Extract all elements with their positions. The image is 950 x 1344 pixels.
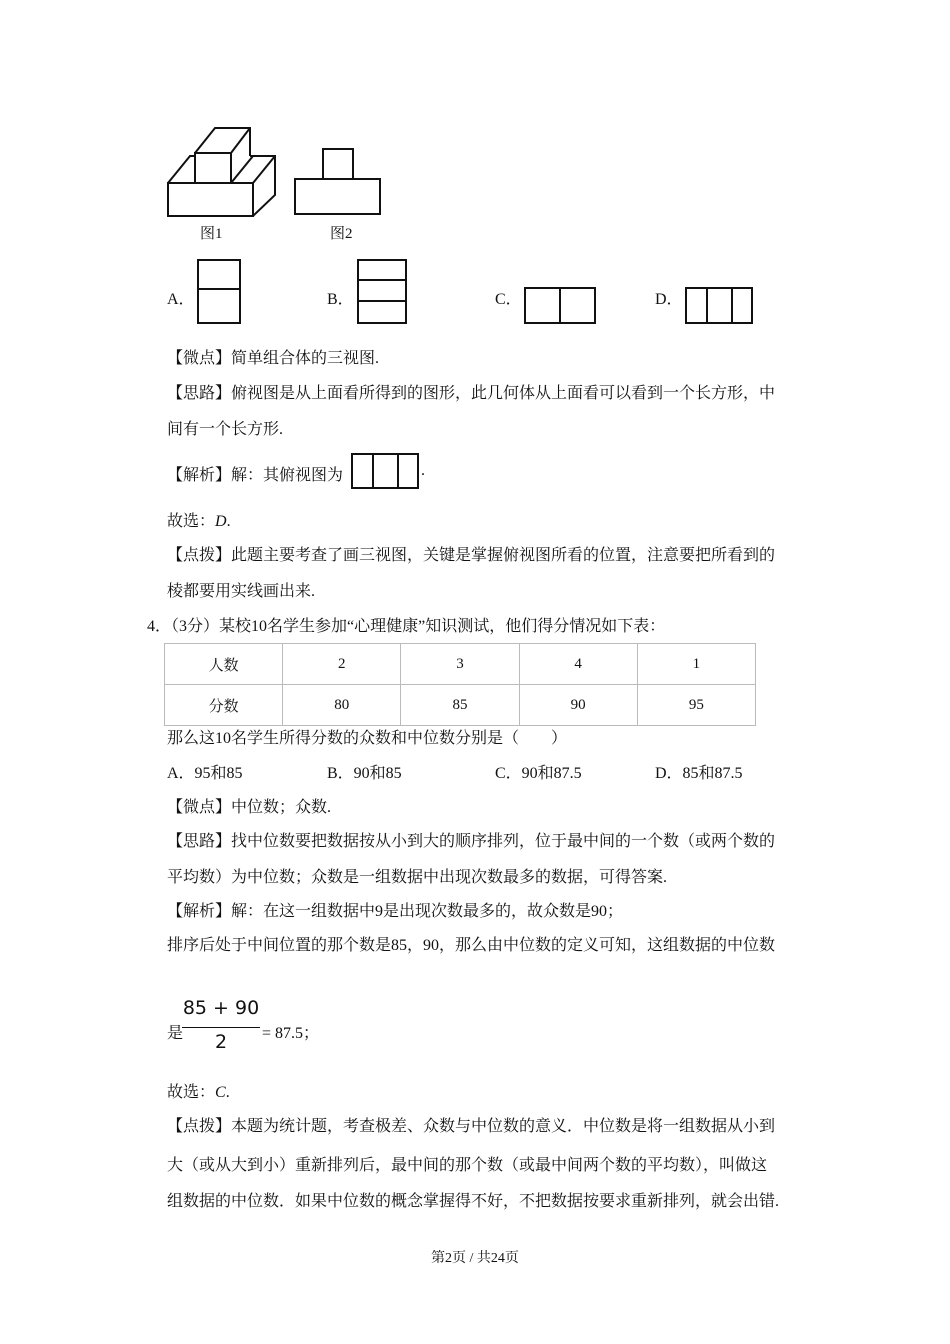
score-table bbox=[164, 643, 756, 726]
q4-dianbo-line-2: 大（或从大到小）重新排列后，最中间的那个数（或最中间两个数的平均数），叫做这 bbox=[167, 1157, 768, 1174]
option-d-figure bbox=[684, 286, 754, 326]
q3-answer-prefix: 故选： bbox=[167, 513, 216, 530]
table-row bbox=[165, 685, 756, 726]
option-c-figure bbox=[523, 286, 597, 326]
table-cell: 80 bbox=[283, 685, 401, 726]
q3-jiexi-prefix: 【解析】解：其俯视图为 bbox=[167, 467, 344, 484]
q4-weidian: 【微点】中位数；众数. bbox=[167, 799, 332, 816]
option-b-figure bbox=[356, 258, 408, 325]
q4-frac-denominator: 2 bbox=[214, 1031, 228, 1053]
option-b-letter: B． bbox=[327, 291, 354, 308]
figure-1-label: 图1 bbox=[200, 226, 223, 242]
option-a-figure bbox=[196, 258, 242, 325]
q3-answer-suffix: . bbox=[226, 513, 231, 530]
table-cell: 人数 bbox=[165, 644, 283, 685]
q3-dianbo-line-1: 【点拨】此题主要考查了画三视图，关键是掌握俯视图所看的位置，注意要把所看到的 bbox=[167, 547, 776, 564]
figure-1-solid bbox=[160, 120, 285, 222]
q4-dianbo-line-3: 组数据的中位数．如果中位数的概念掌握得不好，不把数据按要求重新排列，就会出错. bbox=[167, 1193, 780, 1210]
q4-jiexi-line-1: 【解析】解：在这一组数据中9是出现次数最多的，故众数是90； bbox=[167, 903, 624, 920]
q3-jiexi-suffix: . bbox=[421, 462, 425, 479]
q4-stem: 4．（3分）某校10名学生参加“心理健康”知识测试，他们得分情况如下表： bbox=[147, 618, 666, 635]
table-cell: 3 bbox=[401, 644, 519, 685]
option-a-letter: A． bbox=[167, 291, 195, 308]
q4-answer-prefix: 故选： bbox=[167, 1084, 216, 1101]
table-cell: 分数 bbox=[165, 685, 283, 726]
q4-answer-suffix: . bbox=[225, 1084, 230, 1101]
q3-jiexi-top-view-figure bbox=[350, 452, 420, 490]
table-cell: 1 bbox=[637, 644, 755, 685]
q4-jiexi-line-2: 排序后处于中间位置的那个数是85，90，那么由中位数的定义可知，这组数据的中位数 bbox=[167, 937, 776, 954]
figure-2-front-view bbox=[292, 145, 384, 217]
q4-answer-letter: C bbox=[215, 1084, 226, 1101]
q4-option-b: B．90和85 bbox=[327, 765, 402, 782]
q3-silu-line-2: 间有一个长方形. bbox=[167, 421, 284, 438]
q4-option-c: C．90和87.5 bbox=[495, 765, 582, 782]
q4-dianbo-line-1: 【点拨】本题为统计题，考查极差、众数与中位数的意义．中位数是将一组数据从小到 bbox=[167, 1118, 776, 1135]
option-d-letter: D． bbox=[655, 291, 683, 308]
q4-frac-bar bbox=[182, 1027, 260, 1028]
q4-frac-numerator: 85 + 90 bbox=[182, 997, 260, 1019]
table-cell: 4 bbox=[519, 644, 637, 685]
q3-answer bbox=[167, 508, 231, 531]
q3-dianbo-line-2: 棱都要用实线画出来. bbox=[167, 583, 316, 600]
q4-question: 那么这10名学生所得分数的众数和中位数分别是（ ） bbox=[167, 730, 568, 747]
table-cell: 85 bbox=[401, 685, 519, 726]
q4-silu-line-1: 【思路】找中位数要把数据按从小到大的顺序排列，位于最中间的一个数（或两个数的 bbox=[167, 833, 776, 850]
page-footer: 第2页 / 共24页 bbox=[431, 1251, 519, 1266]
table-cell: 2 bbox=[283, 644, 401, 685]
q4-silu-line-2: 平均数）为中位数；众数是一组数据中出现次数最多的数据，可得答案. bbox=[167, 869, 668, 886]
table-row bbox=[165, 644, 756, 685]
q3-silu-line-1: 【思路】俯视图是从上面看所得到的图形，此几何体从上面看可以看到一个长方形，中 bbox=[167, 385, 776, 402]
q4-option-a: A．95和85 bbox=[167, 765, 243, 782]
figure-2-label: 图2 bbox=[330, 226, 353, 242]
q4-answer bbox=[167, 1079, 230, 1102]
q3-answer-letter: D bbox=[215, 513, 227, 530]
table-cell: 95 bbox=[637, 685, 755, 726]
option-c-letter: C． bbox=[495, 291, 522, 308]
q3-weidian: 【微点】简单组合体的三视图. bbox=[167, 350, 380, 367]
table-cell: 90 bbox=[519, 685, 637, 726]
q4-option-d: D．85和87.5 bbox=[655, 765, 743, 782]
q4-frac-result: = 87.5； bbox=[262, 1025, 320, 1042]
q4-frac-prefix: 是 bbox=[167, 1025, 184, 1042]
